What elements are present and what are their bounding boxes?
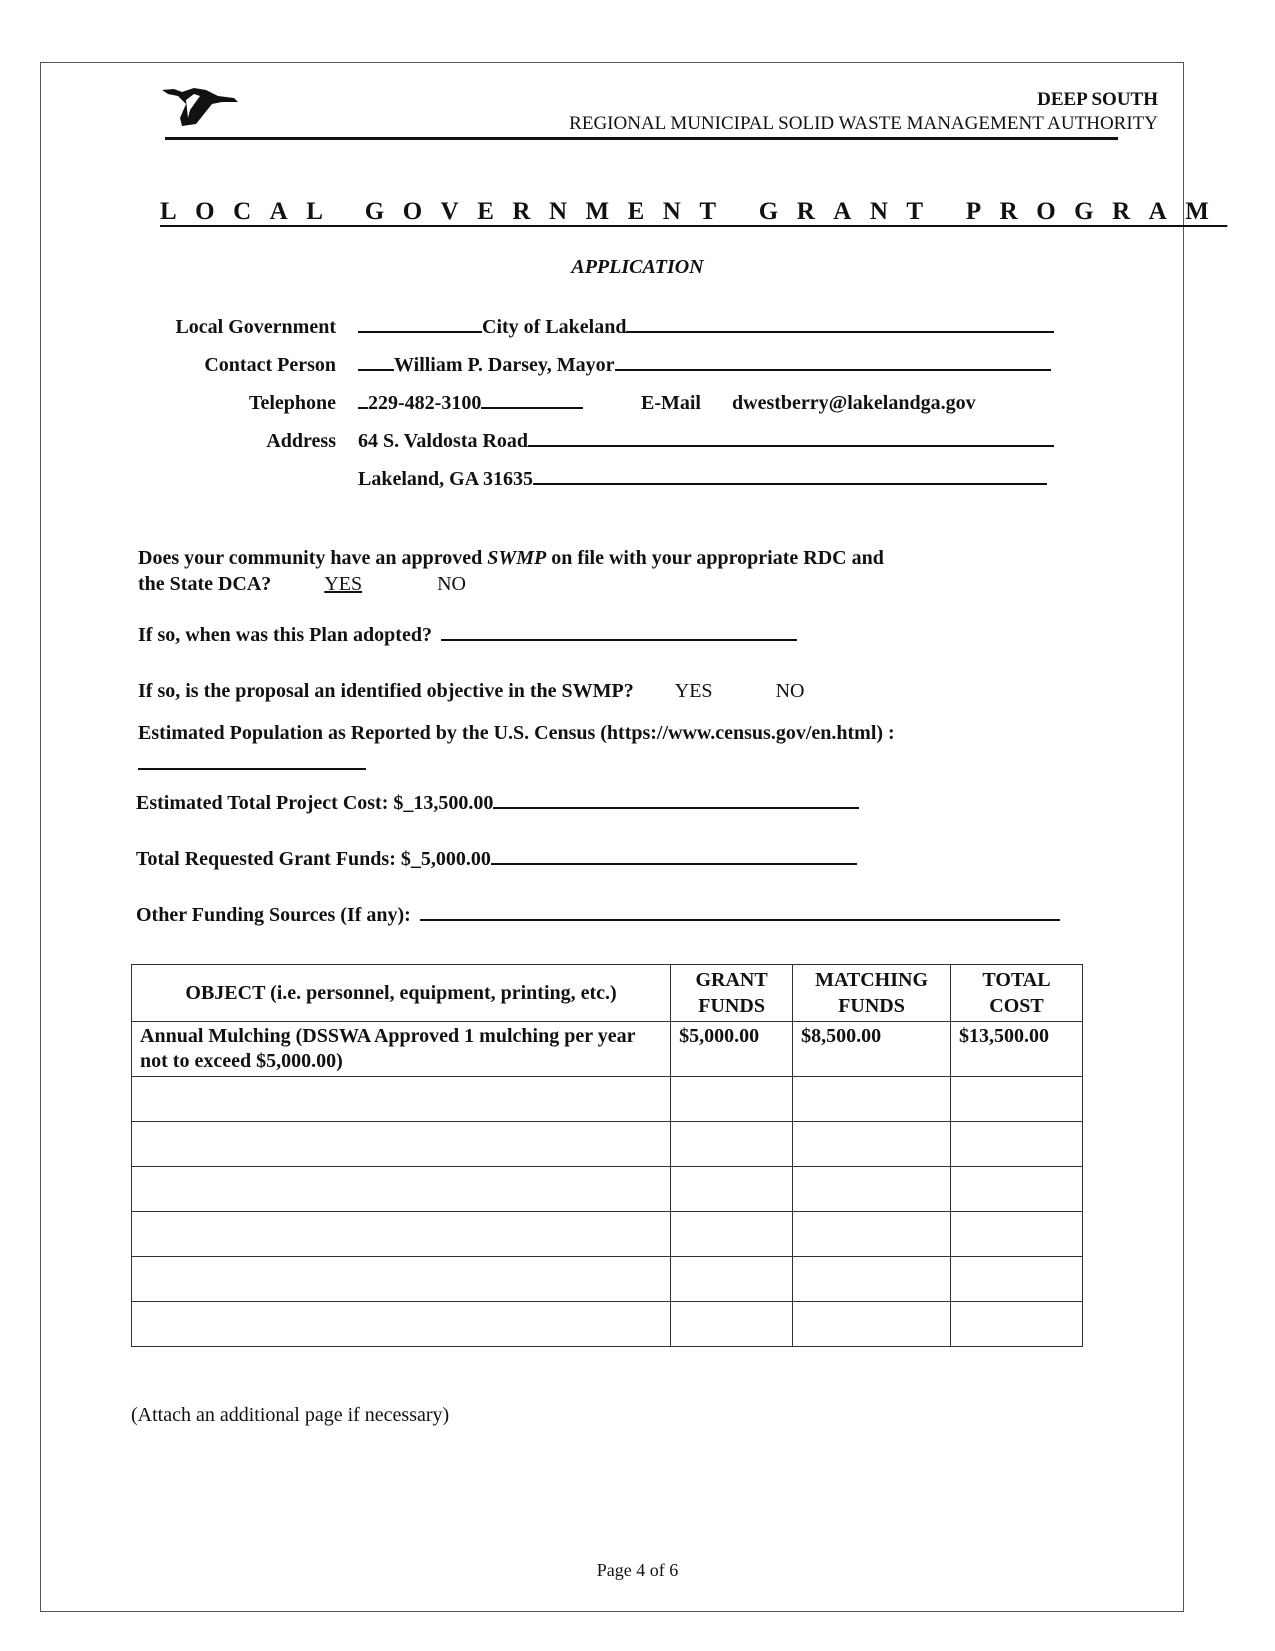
page-border	[40, 62, 1228, 1612]
cell-total-cost[interactable]	[951, 1257, 1083, 1302]
page-number: Page 4 of 6	[596, 1560, 679, 1580]
cell-object[interactable]	[132, 1167, 671, 1212]
table-row	[132, 1212, 1083, 1257]
attach-note: (Attach an additional page if necessary)	[131, 1404, 450, 1426]
table-header-row	[132, 965, 1083, 1022]
address-line2-field[interactable]	[358, 468, 1047, 491]
address-line2-value: Lakeland, GA 31635	[358, 468, 534, 490]
requested-funds-value[interactable]: $_5,000.00	[400, 848, 491, 870]
contact-person-field[interactable]	[358, 354, 1051, 377]
contact-person-value: William P. Darsey, Mayor	[394, 354, 615, 376]
local-government-value: City of Lakeland	[482, 316, 627, 338]
table-row	[132, 1022, 1083, 1077]
total-project-cost-value[interactable]: $_13,500.00	[393, 792, 494, 814]
table-row	[132, 1302, 1083, 1347]
organization-header	[569, 88, 1158, 136]
cell-object[interactable]	[132, 1212, 671, 1257]
header-grant-funds: GRANT FUNDS	[671, 965, 793, 1022]
header-object: OBJECT (i.e. personnel, equipment, printing, etc.)	[132, 965, 671, 1022]
address-line1-field[interactable]	[358, 430, 1054, 453]
swmp-question: Does your community have an approved SWMP on file with your appropriate RDC and the State DCA? YES NO	[138, 547, 884, 595]
cell-matching-funds[interactable]	[793, 1077, 951, 1122]
cell-total-cost[interactable]	[951, 1302, 1083, 1347]
flying-bird-logo-icon	[160, 80, 250, 136]
header-rule	[165, 137, 1118, 140]
other-funding-row	[136, 904, 1060, 927]
cell-grant-funds[interactable]	[671, 1167, 793, 1212]
contact-person-label: Contact Person	[204, 354, 336, 376]
total-project-cost-label: Estimated Total Project Cost:	[136, 792, 389, 814]
cell-grant-funds[interactable]	[671, 1077, 793, 1122]
requested-funds-label: Total Requested Grant Funds:	[136, 848, 396, 870]
telephone-value: 229-482-3100	[368, 392, 482, 414]
table-row	[132, 1122, 1083, 1167]
plan-adopted-field[interactable]	[441, 638, 797, 641]
cell-matching-funds[interactable]	[793, 1302, 951, 1347]
cell-matching-funds[interactable]	[793, 1212, 951, 1257]
table-row	[132, 1257, 1083, 1302]
cell-object[interactable]	[132, 1302, 671, 1347]
objective-yes-option[interactable]: YES	[674, 680, 713, 702]
swmp-yes-option[interactable]: YES	[324, 573, 363, 595]
cell-matching-funds[interactable]	[793, 1122, 951, 1167]
population-field[interactable]	[138, 768, 366, 770]
email-field[interactable]: dwestberry@lakelandga.gov	[732, 392, 976, 414]
total-project-cost-row	[136, 792, 859, 815]
header-total-cost: TOTAL COST	[951, 965, 1083, 1022]
cell-grant-funds[interactable]: $5,000.00	[671, 1022, 793, 1077]
cell-grant-funds[interactable]	[671, 1212, 793, 1257]
org-name-line2: REGIONAL MUNICIPAL SOLID WASTE MANAGEMENT AUTHORITY	[569, 113, 1158, 134]
cell-total-cost[interactable]: $13,500.00	[951, 1022, 1083, 1077]
budget-table	[131, 964, 1083, 1347]
cell-matching-funds[interactable]	[793, 1257, 951, 1302]
cell-grant-funds[interactable]	[671, 1302, 793, 1347]
telephone-label: Telephone	[248, 392, 336, 414]
address-label: Address	[266, 430, 336, 452]
objective-question: If so, is the proposal an identified objective in the SWMP? YES NO	[138, 680, 805, 702]
table-row	[132, 1077, 1083, 1122]
page-title: LOCAL GOVERNMENT GRANT PROGRAM	[160, 198, 1228, 225]
cell-total-cost[interactable]	[951, 1122, 1083, 1167]
cell-object[interactable]: Annual Mulching (DSSWA Approved 1 mulching per year not to exceed $5,000.00)	[132, 1022, 671, 1077]
cell-total-cost[interactable]	[951, 1077, 1083, 1122]
local-government-label: Local Government	[175, 316, 336, 338]
page-subtitle: APPLICATION	[571, 256, 704, 278]
cell-matching-funds[interactable]	[793, 1167, 951, 1212]
plan-adopted-question: If so, when was this Plan adopted?	[138, 624, 797, 647]
population-question: Estimated Population as Reported by the U.S. Census (https://www.census.gov/en.html) :	[138, 722, 895, 744]
objective-no-option[interactable]: NO	[775, 680, 805, 702]
cell-object[interactable]	[132, 1122, 671, 1167]
table-row	[132, 1167, 1083, 1212]
cell-total-cost[interactable]	[951, 1212, 1083, 1257]
cell-total-cost[interactable]	[951, 1167, 1083, 1212]
other-funding-field[interactable]	[420, 918, 1060, 921]
cell-grant-funds[interactable]	[671, 1122, 793, 1167]
address-line1-value: 64 S. Valdosta Road	[358, 430, 529, 452]
cell-grant-funds[interactable]	[671, 1257, 793, 1302]
swmp-no-option[interactable]: NO	[437, 573, 466, 595]
org-name-line1: DEEP SOUTH	[1037, 89, 1158, 110]
cell-matching-funds[interactable]: $8,500.00	[793, 1022, 951, 1077]
requested-funds-row	[136, 848, 857, 871]
cell-object[interactable]	[132, 1257, 671, 1302]
local-government-field[interactable]	[358, 316, 1054, 339]
header-matching-funds: MATCHING FUNDS	[793, 965, 951, 1022]
other-funding-label: Other Funding Sources (If any):	[136, 904, 411, 926]
email-label: E-Mail	[641, 392, 701, 414]
cell-object[interactable]	[132, 1077, 671, 1122]
telephone-field[interactable]	[358, 392, 583, 415]
